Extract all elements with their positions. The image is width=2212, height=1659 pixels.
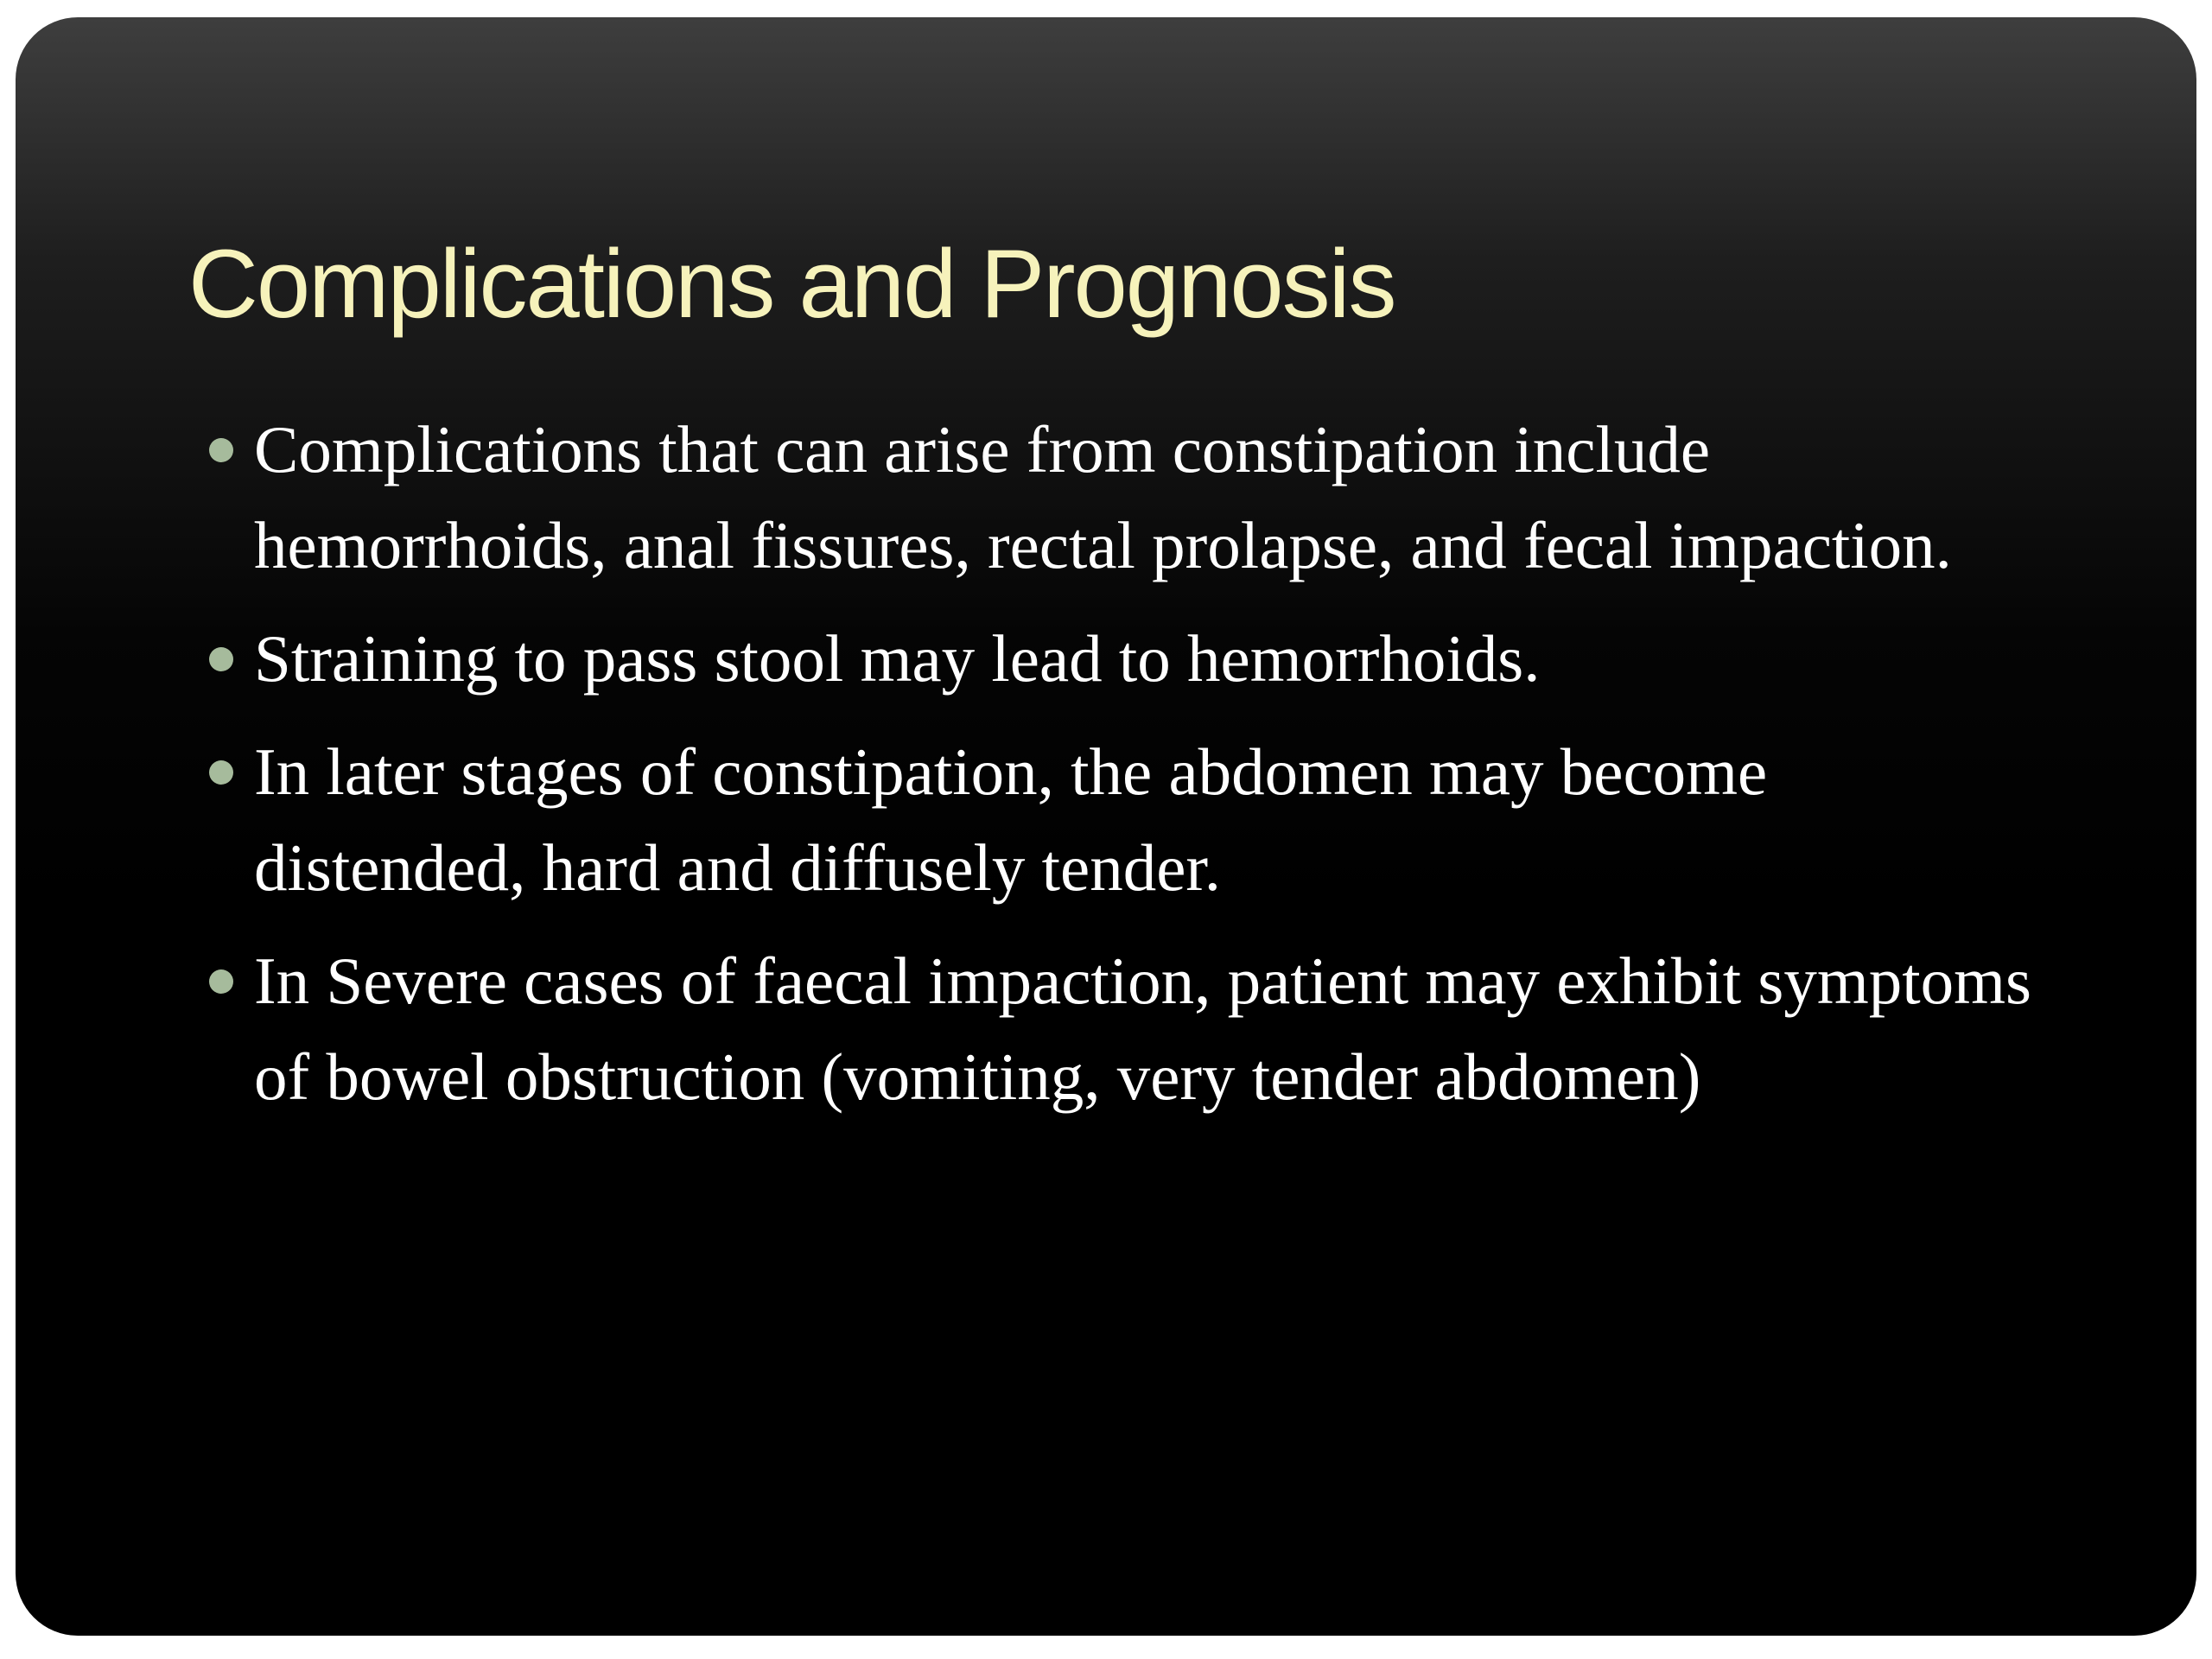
bullet-text: Complications that can arise from constipation include hemorrhoids, anal fissures, rectal prolapse, and fecal impaction. (254, 412, 1952, 582)
bullet-item (188, 724, 2046, 916)
slide (16, 17, 2196, 1636)
bullet-text: Straining to pass stool may lead to hemorrhoids. (254, 621, 1541, 696)
bullet-item (188, 611, 2046, 707)
bullet-dot-icon (209, 760, 233, 785)
bullet-text: In Severe cases of faecal impaction, patient may exhibit symptoms of bowel obstruction (vomiting, very tender abdomen) (254, 944, 2031, 1114)
bullet-text: In later stages of constipation, the abdomen may become distended, hard and diffusely tender. (254, 734, 1768, 905)
bullet-list (188, 402, 2046, 1142)
bullet-item (188, 402, 2046, 594)
bullet-dot-icon (209, 647, 233, 671)
bullet-dot-icon (209, 969, 233, 994)
bullet-item (188, 933, 2046, 1125)
bullet-dot-icon (209, 438, 233, 462)
slide-title: Complications and Prognosis (188, 230, 1395, 338)
